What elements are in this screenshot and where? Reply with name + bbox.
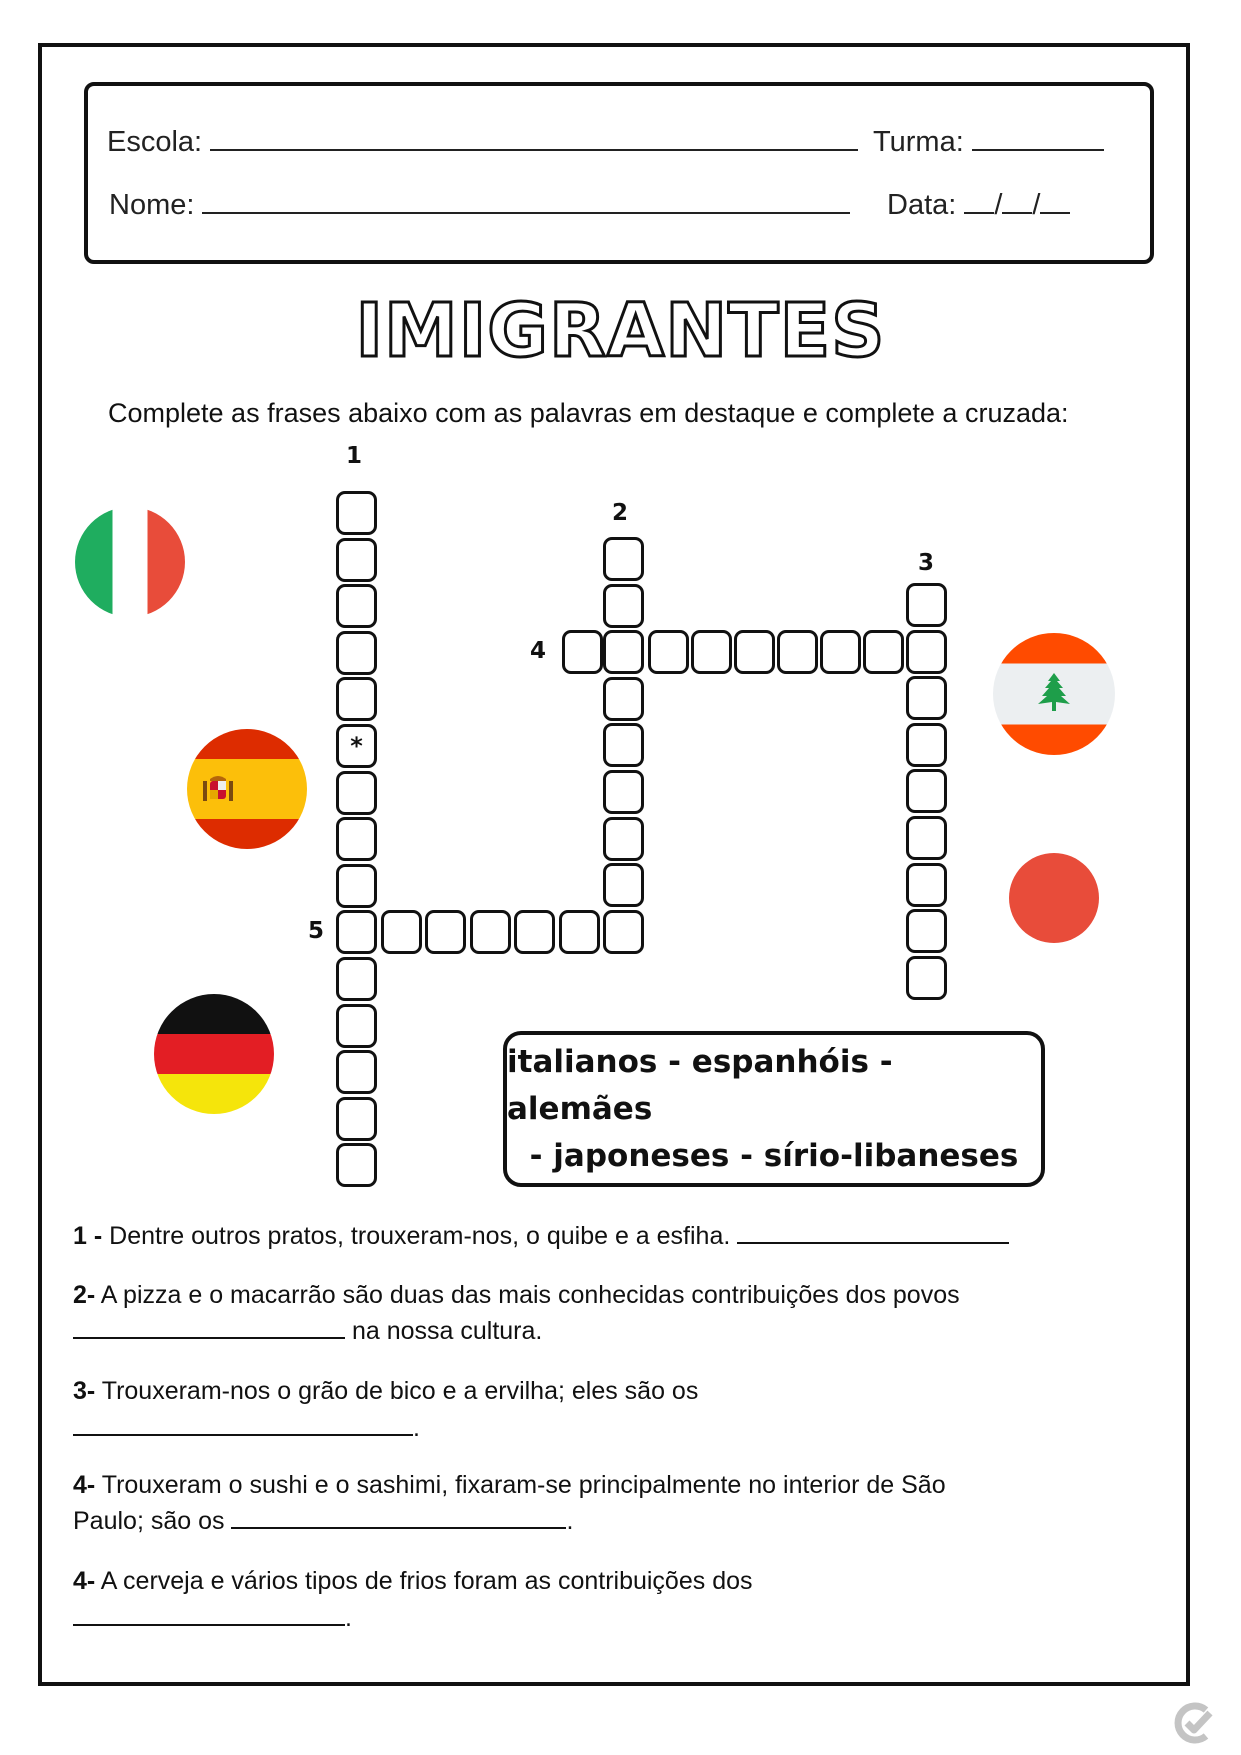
name-label: Nome: [109,189,195,221]
question-3 [73,1377,698,1406]
question-5-line-2 [73,1604,352,1633]
crossword-cell-5-across[interactable] [425,910,466,954]
crossword-cell-5-across[interactable] [559,910,600,954]
answer-blank-4[interactable] [231,1507,566,1529]
crossword-cell-2-down[interactable] [603,537,644,581]
crossword-cell-4-across[interactable] [691,630,732,674]
question-3-line-2 [73,1414,420,1443]
crossword-cell-1-down[interactable] [336,491,377,535]
crossword-cell-2-down[interactable] [603,910,644,954]
crossword-cell-5-across[interactable] [381,910,422,954]
crossword-cell-1-down[interactable] [336,910,377,954]
crossword-cell-1-down[interactable] [336,538,377,582]
crossword-cell-4-across[interactable] [777,630,818,674]
answer-blank-5[interactable] [73,1604,345,1626]
word-bank-line-2: - japoneses - sírio-libaneses [529,1137,1019,1174]
question-text: Trouxeram-nos o grão de bico e a ervilha; eles são os [95,1377,699,1405]
date-month-line[interactable] [1002,186,1032,214]
crossword-cell-4-across[interactable] [734,630,775,674]
crossword-cell-2-down[interactable] [603,677,644,721]
crossword-cell-2-down[interactable] [603,770,644,814]
clue-number-2: 2 [612,500,629,526]
question-number: 4- [73,1567,96,1595]
question-text: A pizza e o macarrão são duas das mais conhecidas contribuições dos povos [95,1281,960,1309]
answer-blank-2[interactable] [73,1317,345,1339]
question-text-cont: . [345,1604,352,1632]
class-input-line[interactable] [972,123,1104,151]
date-day-line[interactable] [964,186,994,214]
question-4-line-2 [73,1507,573,1536]
crossword-cell-1-down[interactable] [336,957,377,1001]
crossword-cell-1-down[interactable] [336,771,377,815]
crossword-cell-5-across[interactable] [470,910,511,954]
page-title: IMIGRANTES [355,288,886,374]
instruction-text: Complete as frases abaixo com as palavras em destaque e complete a cruzada: [108,398,1069,428]
class-label: Turma: [873,126,964,158]
crossword-cell-3-down[interactable] [906,583,947,627]
clue-number-1: 1 [346,443,363,469]
question-number: 3- [73,1377,96,1405]
question-number: 4- [73,1471,96,1499]
crossword-cell-1-down[interactable] [336,1143,377,1187]
question-4 [73,1471,946,1500]
clue-number-3: 3 [918,550,935,576]
school-input-line[interactable] [210,123,858,151]
crossword-cell-3-down[interactable] [906,676,947,720]
name-field [109,186,850,222]
crossword-cell-3-down[interactable] [906,630,947,674]
spain-coat-of-arms-icon [201,771,235,805]
crossword-cell-4-across[interactable] [562,630,603,674]
question-text-cont: na nossa cultura. [345,1317,543,1345]
question-number: 2- [73,1281,96,1309]
question-text-cont: . [413,1414,420,1442]
student-info-box [84,82,1154,264]
lebanon-flag-icon [993,633,1115,755]
italy-flag-icon [75,507,185,617]
date-separator: / [1032,189,1041,221]
crossword-cell-5-across[interactable] [514,910,555,954]
crossword-cell-1-down[interactable] [336,631,377,675]
crossword-cell-1-down[interactable] [336,1097,377,1141]
name-input-line[interactable] [202,186,850,214]
answer-blank-3[interactable] [73,1414,413,1436]
spain-flag-icon [187,729,307,849]
crossword-cell-4-across[interactable] [820,630,861,674]
crossword-cell-3-down[interactable] [906,909,947,953]
question-5 [73,1567,753,1596]
crossword-cell-1-down[interactable] [336,817,377,861]
crossword-cell-2-down[interactable] [603,863,644,907]
clue-number-5: 5 [308,918,325,944]
question-2 [73,1281,960,1310]
crossword-cell-3-down[interactable] [906,816,947,860]
word-bank-line-1: italianos - espanhóis - alemães [507,1043,893,1127]
school-label: Escola: [107,126,203,158]
crossword-cell-2-down[interactable] [603,723,644,767]
question-1 [73,1222,1009,1251]
crossword-cell-2-down[interactable] [603,584,644,628]
crossword-cell-3-down[interactable] [906,723,947,767]
word-bank [503,1031,1045,1187]
question-text: Trouxeram o sushi e o sashimi, fixaram-se principalmente no interior de São [95,1471,946,1499]
date-separator: / [994,189,1003,221]
question-text-cont: Paulo; são os [73,1507,232,1535]
crossword-cell-3-down[interactable] [906,956,947,1000]
date-field [887,186,1070,222]
crossword-cell-2-down[interactable] [603,817,644,861]
crossword-cell-1-down[interactable] [336,677,377,721]
germany-flag-icon [154,994,274,1114]
date-label: Data: [887,189,957,221]
school-field [107,123,858,159]
answer-blank-1[interactable] [737,1222,1009,1244]
question-text-cont: . [566,1507,574,1535]
checkmark-logo-icon [1170,1700,1216,1746]
japan-flag-icon [1009,853,1099,943]
crossword-cell-2-down[interactable] [603,630,644,674]
crossword-cell-3-down[interactable] [906,863,947,907]
question-number: 1 - [73,1222,103,1250]
crossword-cell-4-across[interactable] [648,630,689,674]
class-field [873,123,1104,159]
clue-number-4: 4 [530,638,547,664]
date-year-line[interactable] [1040,186,1070,214]
cedar-tree-icon [1030,669,1078,717]
question-text: A cerveja e vários tipos de frios foram as contribuições dos [95,1567,753,1595]
crossword-cell-1-down[interactable] [336,1050,377,1094]
crossword-cell-1-down[interactable]: * [336,724,377,768]
crossword-cell-1-down[interactable] [336,864,377,908]
question-text: Dentre outros pratos, trouxeram-nos, o quibe e a esfiha. [102,1222,738,1250]
crossword-cell-1-down[interactable] [336,584,377,628]
crossword-cell-4-across[interactable] [863,630,904,674]
crossword-cell-3-down[interactable] [906,769,947,813]
crossword-cell-1-down[interactable] [336,1004,377,1048]
question-2-line-2 [73,1317,542,1346]
